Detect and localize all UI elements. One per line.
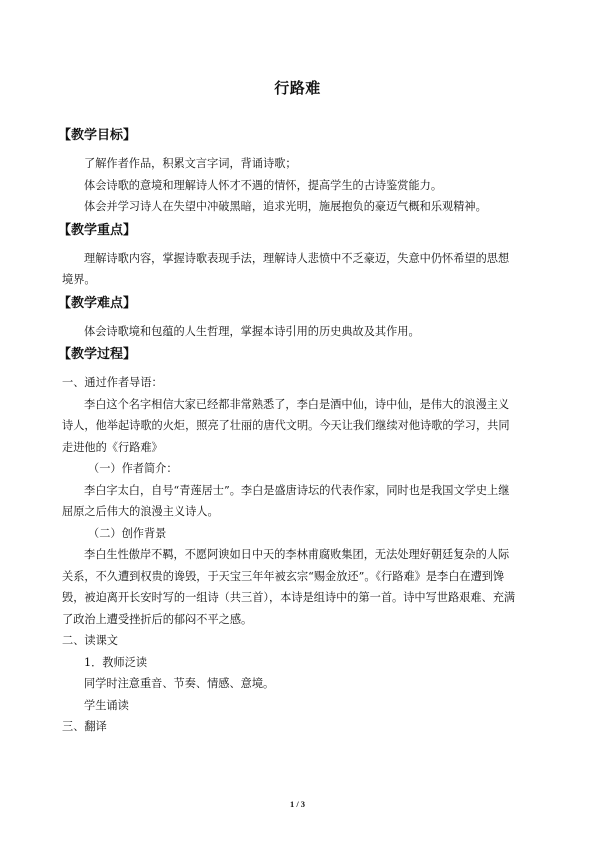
heading-difficulties: 【教学难点】 [58, 295, 137, 311]
key-points-text: 理解诗歌内容，掌握诗歌表现手法，理解诗人悲愤中不乏豪迈，失意中仍怀希望的思想 [84, 251, 510, 265]
document-body [58, 123, 533, 738]
section-3-title: 三、翻译 [62, 720, 107, 733]
goal-item: 了解作者作品，积累文言字词，背诵诗歌； [84, 157, 297, 170]
goal-item: 体会并学习诗人在失望中冲破黑暗，追求光明，施展抱负的豪迈气概和乐观精神。 [84, 200, 487, 213]
heading-key-points: 【教学重点】 [58, 222, 137, 238]
paragraph-line: 走进他的《行路难》 [62, 440, 163, 454]
page-title: 行路难 [274, 79, 321, 97]
difficulties-text: 体会诗歌境和包蕴的人生哲理，掌握本诗引用的历史典故及其作用。 [84, 324, 420, 338]
heading-goals: 【教学目标】 [58, 128, 137, 143]
section-1-title: 一、通过作者导语： [62, 376, 163, 389]
goal-item: 体会诗歌的意境和理解诗人怀才不遇的情怀，提高学生的古诗鉴赏能力。 [84, 178, 443, 192]
paragraph-line: 毁，被迫离开长安时写的一组诗（共三首），本诗是组诗中的第一首。诗中写世路艰难、充满 [62, 591, 516, 604]
paragraph-line: 李白字太白，自号“青莲居士”。李白是盛唐诗坛的代表作家，同时也是我国文学史上继 [84, 483, 510, 497]
paragraph-line: 关系，不久遭到权贵的谗毁，于天宝三年年被玄宗“赐金放还”。《行路难》是李白在遭到馋 [62, 569, 505, 583]
list-item: 学生诵读 [84, 698, 129, 712]
paragraph-line: 屈原之后伟大的浪漫主义诗人。 [62, 505, 219, 518]
paragraph-line: 了政治上遭受挫折后的郁闷不平之感。 [62, 612, 253, 626]
list-item-note: 同学时注意重音、节奏、情感、意境。 [84, 677, 275, 690]
paragraph-line: 诗人，他举起诗歌的火炬，照亮了壮丽的唐代文明。今天让我们继续对他诗歌的学习，共同 [62, 419, 510, 432]
paragraph-line: 李白这个名字相信大家已经都非常熟悉了，李白是酒中仙，诗中仙，是伟大的浪漫主义 [84, 397, 510, 411]
paragraph-line: 李白生性傲岸不羁，不愿阿谀如日中天的李林甫腐败集团，无法处理好朝廷复杂的人际 [84, 548, 510, 561]
subsection-title: （二）创作背景 [88, 526, 167, 540]
section-2-title: 二、读课文 [62, 634, 118, 647]
key-points-text: 境界。 [62, 273, 96, 286]
heading-process: 【教学过程】 [58, 347, 137, 362]
subsection-title: （一）作者简介： [88, 462, 178, 475]
list-item: 1．教师泛读 [84, 655, 148, 669]
page-number: 1 / 3 [289, 799, 306, 809]
